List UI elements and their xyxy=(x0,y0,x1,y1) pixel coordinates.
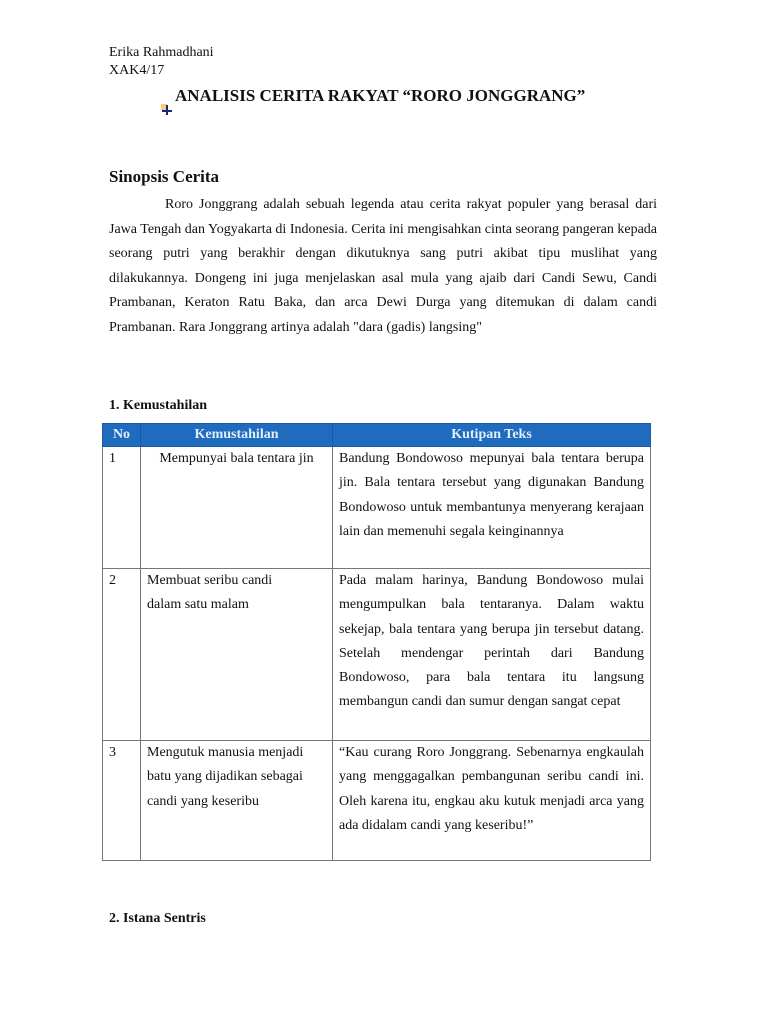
row-item: Membuat seribu candi dalam satu malam xyxy=(141,569,333,741)
table-row xyxy=(103,447,651,569)
row-item: Mengutuk manusia menjadi batu yang dijadikan sebagai candi yang keseribu xyxy=(141,741,333,861)
section-heading-istana-sentris: 2. Istana Sentris xyxy=(109,911,206,926)
move-anchor-icon xyxy=(160,102,174,116)
table-row xyxy=(103,569,651,741)
class-code: XAK4/17 xyxy=(109,63,165,78)
kemustahilan-table xyxy=(102,423,651,861)
row-quote: “Kau curang Roro Jonggrang. Sebenarnya engkaulah yang menggagalkan pembangunan seribu candi ini. Oleh karena itu, engkau aku kutuk menjadi arca yang ada didalam candi yang keseribu!” xyxy=(333,741,651,861)
row-quote: Bandung Bondowoso mepunyai bala tentara berupa jin. Bala tentara tersebut yang digunakan Bandung Bondowoso untuk membantunya menyerang kerajaan lain dan memenuhi segala keinginannya xyxy=(333,447,651,569)
row-no: 2 xyxy=(103,569,141,741)
synopsis-heading: Sinopsis Cerita xyxy=(109,167,220,186)
document-title: ANALISIS CERITA RAKYAT “RORO JONGGRANG” xyxy=(175,86,586,105)
row-no: 1 xyxy=(103,447,141,569)
row-item: Mempunyai bala tentara jin xyxy=(141,447,333,569)
row-quote: Pada malam harinya, Bandung Bondowoso mulai mengumpulkan bala tentaranya. Dalam waktu sekejap, bala tentara yang berupa jin tersebut datang. Setelah mendengar perintah dari Bandung Bondowoso, para bala tentara itu langsung membangun candi dan sumur dengan sangat cepat xyxy=(333,569,651,741)
header-no: No xyxy=(103,424,141,447)
header-kutipan: Kutipan Teks xyxy=(333,424,651,447)
section-heading-kemustahilan: 1. Kemustahilan xyxy=(109,398,208,413)
synopsis-paragraph: Roro Jonggrang adalah sebuah legenda atau cerita rakyat populer yang berasal dari Jawa Tengah dan Yogyakarta di Indonesia. Cerita ini mengisahkan cinta seorang pangeran kepada seorang putri yang berakhir dengan dikutuknya sang putri akibat tipu muslihat yang dilakukannya. Dongeng ini juga menjelaskan asal mula yang ajaib dari Candi Sewu, Candi Prambanan, Keraton Ratu Baka, dan arca Dewi Durga yang ditemukan di dalam candi Prambanan. Rara Jonggrang artinya adalah "dara (gadis) langsing" xyxy=(109,197,657,335)
row-no: 3 xyxy=(103,741,141,861)
header-kemustahilan: Kemustahilan xyxy=(141,424,333,447)
author-name: Erika Rahmadhani xyxy=(109,45,214,60)
table-row xyxy=(103,741,651,861)
